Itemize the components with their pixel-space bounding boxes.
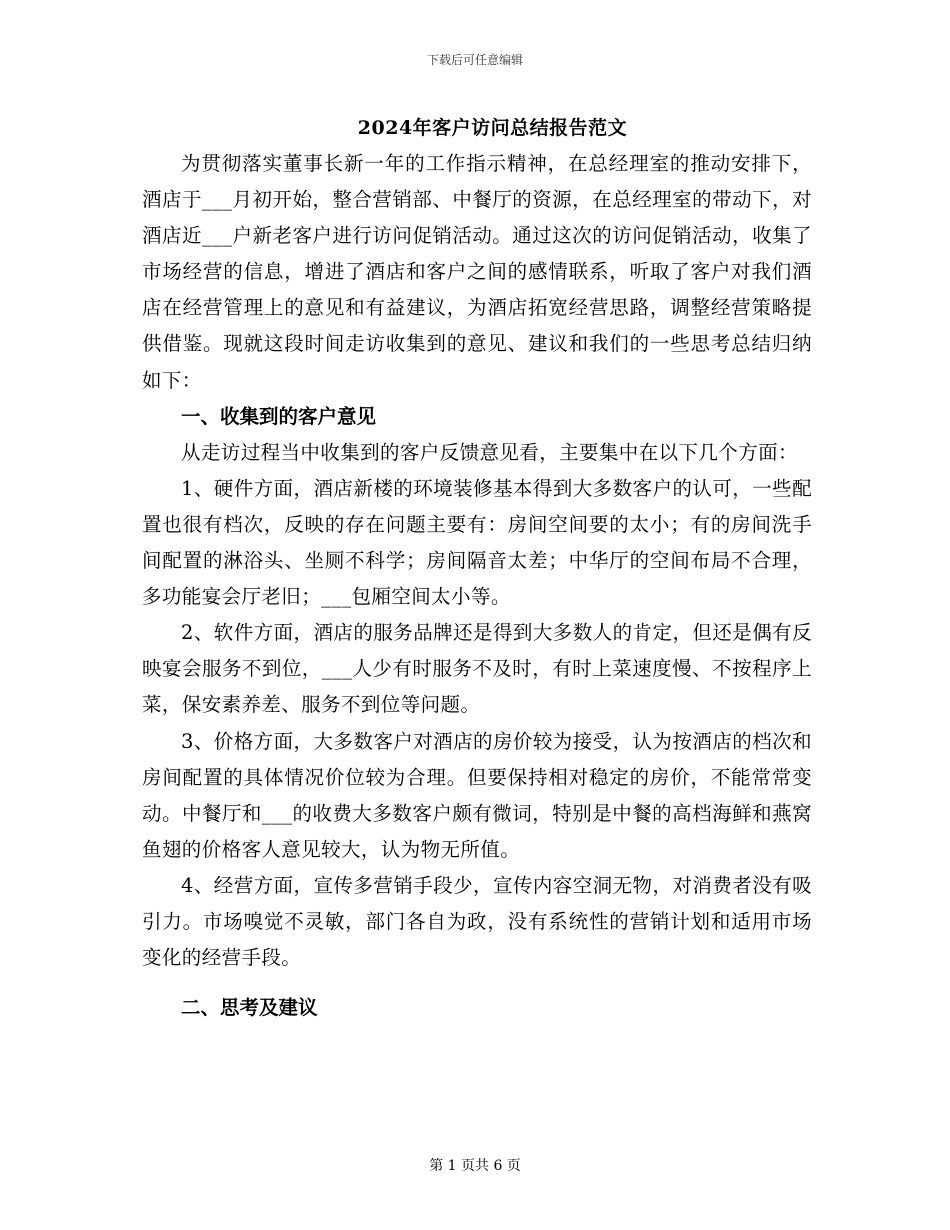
section-heading-suggestions: 二、思考及建议 xyxy=(181,996,318,1020)
feedback-item-software: 2、软件方面，酒店的服务品牌还是得到大多数人的肯定，但还是偶有反映宴会服务不到位，___人少有时服务不及时，有时上菜速度慢、不按程序上菜，保安素养差、服务不到位等问题。 xyxy=(142,621,812,717)
intro-paragraph: 为贯彻落实董事长新一年的工作指示精神，在总经理室的推动安排下，酒店于___月初开始，整合营销部、中餐厅的资源，在总经理室的带动下，对酒店近___户新老客户进行访问促销活动。通过这次的访问促销活动，收集了市场经营的信息，增进了酒店和客户之间的感情联系，听取了客户对我们酒店在经营管理上的意见和有益建议，为酒店拓宽经营思路，调整经营策略提供借鉴。现就这段时间走访收集到的意见、建议和我们的一些思考总结归纳如下： xyxy=(142,152,812,392)
document-title: 2024年客户访问总结报告范文 xyxy=(357,117,628,139)
page-number: 第 1 页共 6 页 xyxy=(429,1158,521,1174)
page-header: 下载后可任意编辑 xyxy=(426,53,523,67)
feedback-item-hardware: 1、硬件方面，酒店新楼的环境装修基本得到大多数客户的认可，一些配置也很有档次，反映的存在问题主要有：房间空间要的太小；有的房间洗手间配置的淋浴头、坐厕不科学；房间隔音太差；中华厅的空间布局不合理，多功能宴会厅老旧；___包厢空间太小等。 xyxy=(142,476,812,609)
document-body xyxy=(142,146,812,1026)
feedback-item-operation: 4、经营方面，宣传多营销手段少，宣传内容空洞无物，对消费者没有吸引力。市场嗅觉不灵敏，部门各自为政，没有系统性的营销计划和适用市场变化的经营手段。 xyxy=(142,873,812,970)
feedback-item-price: 3、价格方面，大多数客户对酒店的房价较为接受，认为按酒店的档次和房间配置的具体情况价位较为合理。但要保持相对稳定的房价，不能常常变动。中餐厅和___的收费大多数客户颇有微词，特别是中餐的高档海鲜和燕窝鱼翅的价格客人意见较大，认为物无所值。 xyxy=(142,729,812,861)
section-heading-customer-feedback: 一、收集到的客户意见 xyxy=(181,404,377,428)
section-lead-paragraph: 从走访过程当中收集到的客户反馈意见看，主要集中在以下几个方面： xyxy=(181,440,798,464)
